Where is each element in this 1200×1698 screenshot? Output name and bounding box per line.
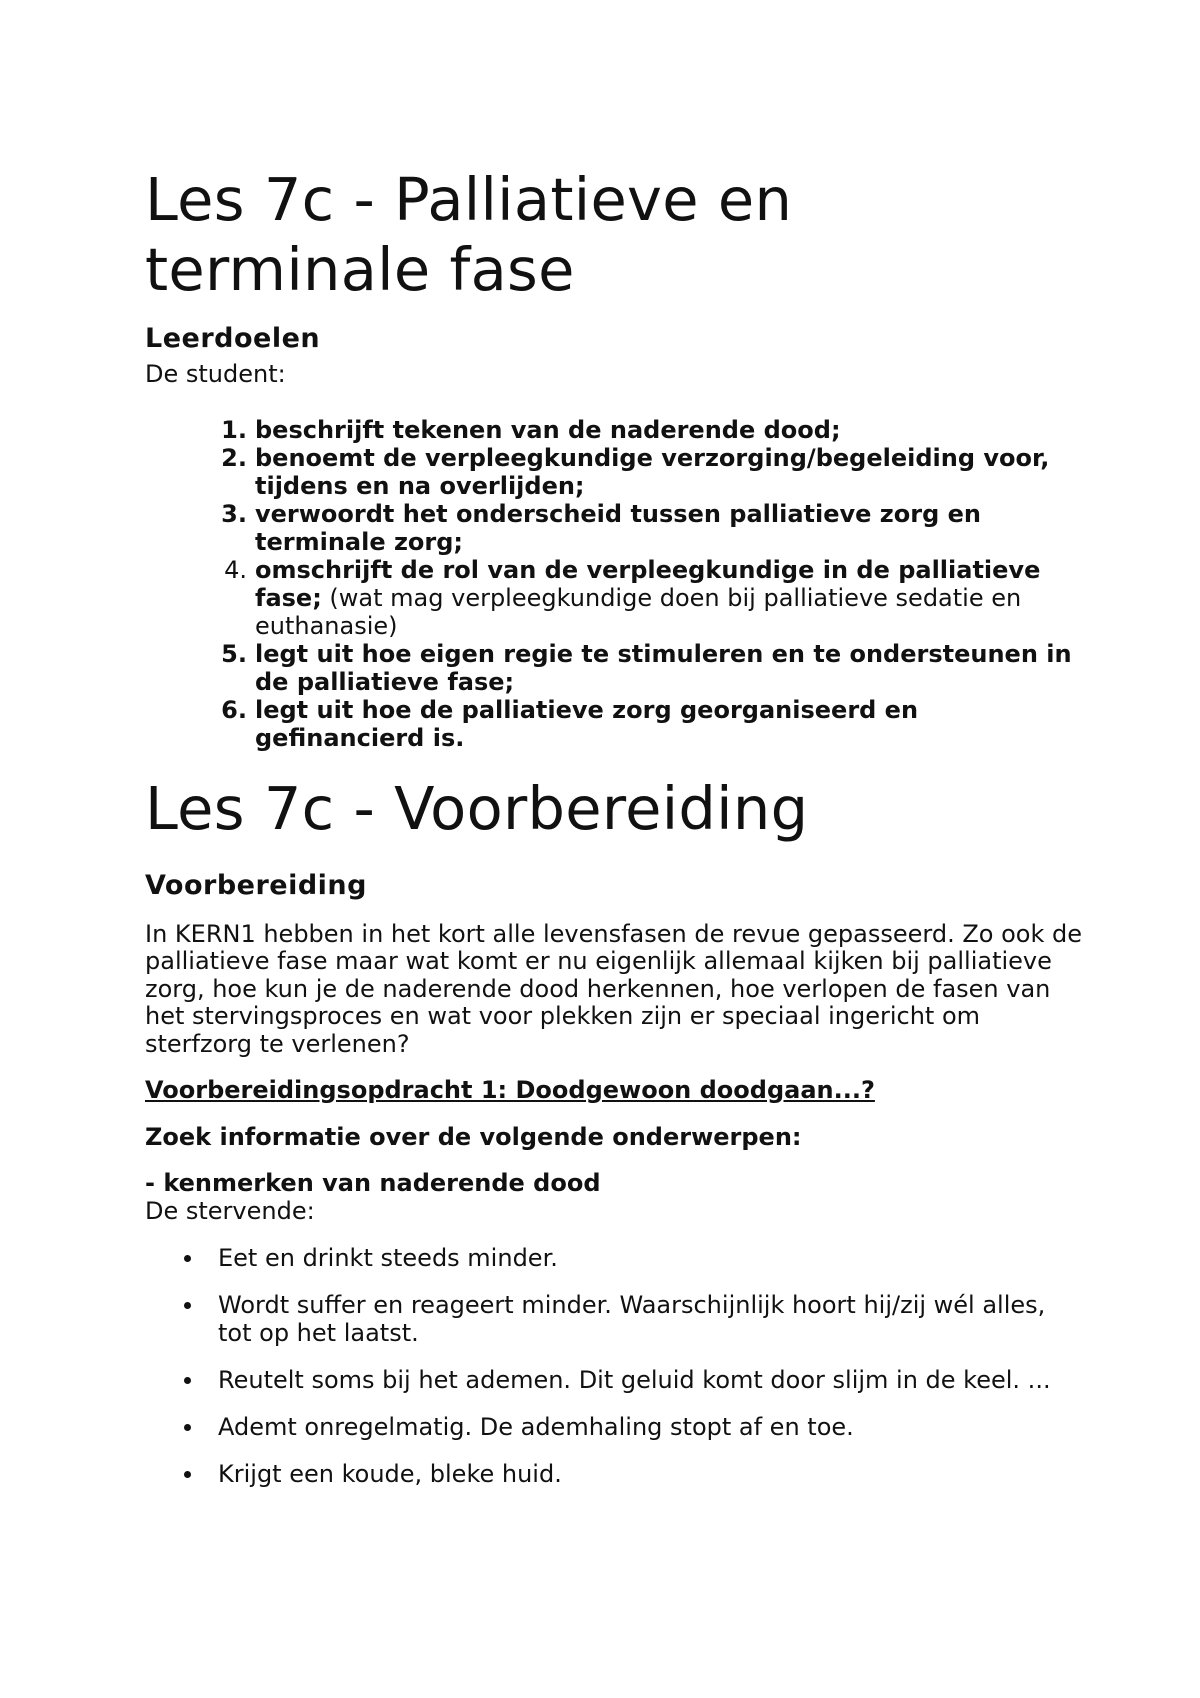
- leerdoelen-heading: Leerdoelen: [145, 323, 321, 354]
- bullet-icon: [145, 1366, 218, 1394]
- goal-note: (wat mag verpleegkundige doen bij palliatieve sedatie en euthanasie): [255, 583, 1022, 640]
- voorbereiding-heading: Voorbereiding: [145, 869, 367, 901]
- goal-number: 1.: [221, 415, 247, 444]
- document-content: [145, 165, 1085, 1507]
- goal-number: 6.: [221, 695, 247, 724]
- goal-text: legt uit hoe de palliatieve zorg georganiseerd en gefinancierd is.: [255, 695, 919, 752]
- goal-text: verwoordt het onderscheid tussen palliatieve zorg en terminale zorg;: [255, 499, 981, 556]
- bullet-icon: [145, 1244, 218, 1272]
- goal-number: 2.: [221, 443, 247, 472]
- list-item: [145, 500, 1085, 556]
- goal-text: omschrijft de rol van de verpleegkundige in de palliatieve fase;: [255, 555, 1041, 612]
- bullet-icon: [145, 1460, 218, 1488]
- page-title: [145, 165, 1085, 305]
- goal-text: legt uit hoe eigen regie te stimuleren en te ondersteunen in de palliatieve fase;: [255, 639, 1072, 696]
- subtopic-intro: De stervende:: [145, 1196, 315, 1225]
- list-item: [145, 1460, 1085, 1488]
- assignment-title: Voorbereidingsopdracht 1: Doodgewoon doodgaan...?: [145, 1076, 875, 1104]
- list-item: [145, 444, 1085, 500]
- title-line-1: Les 7c - Palliatieve en: [145, 165, 793, 234]
- symptom-list: [145, 1244, 1085, 1488]
- list-item: [145, 1413, 1085, 1441]
- list-item: [145, 416, 1085, 444]
- goal-number: 3.: [221, 499, 247, 528]
- title-line-2: terminale fase: [145, 235, 575, 304]
- search-instruction: Zoek informatie over de volgende onderwerpen:: [145, 1122, 802, 1151]
- list-item: [145, 1291, 1085, 1347]
- goal-number: 4.: [224, 555, 247, 584]
- bullet-text: Krijgt een koude, bleke huid.: [218, 1460, 562, 1488]
- bullet-text: Reutelt soms bij het ademen. Dit geluid komt door slijm in de keel. ...: [218, 1366, 1051, 1394]
- bullet-text: Ademt onregelmatig. De ademhaling stopt af en toe.: [218, 1413, 854, 1441]
- student-intro: De student:: [145, 360, 286, 388]
- bullet-icon: [145, 1413, 218, 1441]
- bullet-text: Eet en drinkt steeds minder.: [218, 1244, 558, 1272]
- goal-number: 5.: [221, 639, 247, 668]
- learning-goals-list: [145, 416, 1085, 752]
- list-item: [145, 1244, 1085, 1272]
- section-title: Les 7c - Voorbereiding: [145, 773, 809, 843]
- goal-text: benoemt de verpleegkundige verzorging/begeleiding voor, tijdens en na overlijden;: [255, 443, 1050, 500]
- list-item: [145, 556, 1085, 640]
- subtopic-heading: - kenmerken van naderende dood: [145, 1169, 601, 1197]
- bullet-text: Wordt suffer en reageert minder. Waarschijnlijk hoort hij/zij wél alles, tot op het laatst.: [218, 1291, 1046, 1347]
- list-item: [145, 696, 1085, 752]
- intro-paragraph: In KERN1 hebben in het kort alle levensfasen de revue gepasseerd. Zo ook de palliatieve fase maar wat komt er nu eigenlijk allemaal kijken bij palliatieve zorg, hoe kun je de naderende dood herkennen, hoe verlopen de fasen van het stervingsproces en wat voor plekken zijn er speciaal ingericht om sterfzorg te verlenen?: [145, 919, 1082, 1058]
- goal-text: beschrijft tekenen van de naderende dood;: [255, 415, 841, 444]
- bullet-icon: [145, 1291, 218, 1347]
- list-item: [145, 640, 1085, 696]
- list-item: [145, 1366, 1085, 1394]
